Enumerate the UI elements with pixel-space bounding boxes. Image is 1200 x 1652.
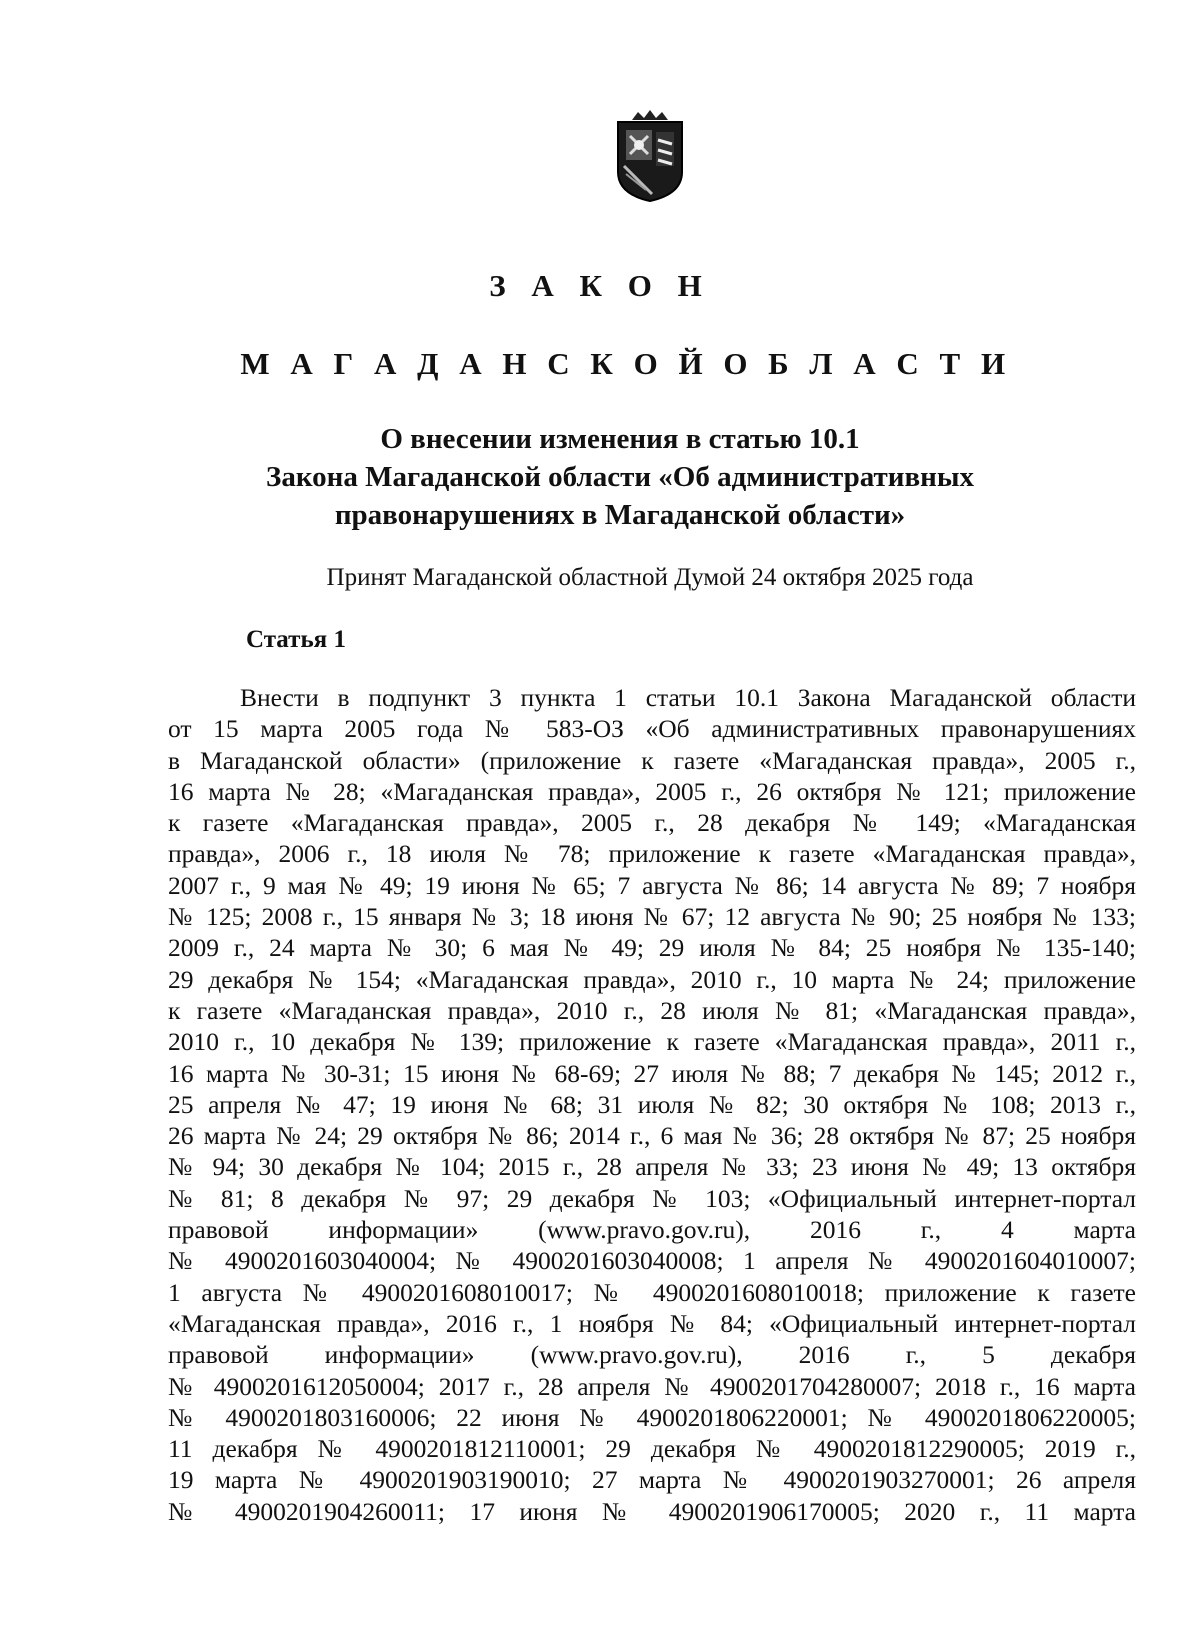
coat-of-arms-icon bbox=[612, 110, 688, 202]
article-line: 29 декабря № 154; «Магаданская правда», 2010 г., 10 марта № 24; приложение bbox=[168, 964, 1136, 994]
coat-of-arms-graphic bbox=[612, 110, 688, 202]
article-line: от 15 марта 2005 года № 583-ОЗ «Об административных правонарушениях bbox=[168, 714, 1136, 744]
article-line: к газете «Магаданская правда», 2005 г., 28 декабря № 149; «Магаданская bbox=[168, 808, 1136, 838]
article-line: № 125; 2008 г., 15 января № 3; 18 июня № 67; 12 августа № 90; 25 ноября № 133; bbox=[168, 902, 1136, 932]
article-line: правовой информации» (www.pravo.gov.ru), 2016 г., 5 декабря bbox=[168, 1340, 1136, 1370]
article-line: 16 марта № 28; «Магаданская правда», 2005 г., 26 октября № 121; приложение bbox=[168, 776, 1136, 806]
adoption-note: Принят Магаданской областной Думой 24 октября 2025 года bbox=[326, 564, 974, 591]
article-line: № 4900201803160006; 22 июня № 4900201806220001; № 4900201806220005; bbox=[168, 1402, 1136, 1432]
article-body bbox=[168, 682, 1136, 1527]
article-line: 25 апреля № 47; 19 июня № 68; 31 июля № 82; 30 октября № 108; 2013 г., bbox=[168, 1089, 1136, 1119]
article-line: 19 марта № 4900201903190010; 27 марта № 4900201903270001; 26 апреля bbox=[168, 1465, 1136, 1495]
article-line: Внести в подпункт 3 пункта 1 статьи 10.1 Закона Магаданской области bbox=[240, 683, 1136, 712]
article-line: к газете «Магаданская правда», 2010 г., 28 июля № 81; «Магаданская правда», bbox=[168, 995, 1136, 1025]
article-line: № 94; 30 декабря № 104; 2015 г., 28 апреля № 33; 23 июня № 49; 13 октября bbox=[168, 1152, 1136, 1182]
article-line: № 4900201904260011; 17 июня № 4900201906170005; 2020 г., 11 марта bbox=[168, 1496, 1136, 1526]
article-line: 1 августа № 4900201608010017; № 4900201608010018; приложение к газете bbox=[168, 1277, 1136, 1307]
law-heading: З А К О Н bbox=[489, 268, 711, 303]
law-title-line: правонарушениях в Магаданской области» bbox=[334, 499, 906, 531]
article-line: правовой информации» (www.pravo.gov.ru), 2016 г., 4 марта bbox=[168, 1215, 1136, 1245]
article-line: № 4900201603040004; № 4900201603040008; 1 апреля № 4900201604010007; bbox=[168, 1246, 1136, 1276]
article-line: 11 декабря № 4900201812110001; 29 декабря № 4900201812290005; 2019 г., bbox=[168, 1434, 1136, 1464]
article-line: № 4900201612050004; 2017 г., 28 апреля № 4900201704280007; 2018 г., 16 марта bbox=[168, 1371, 1136, 1401]
article-line: 2009 г., 24 марта № 30; 6 мая № 49; 29 июля № 84; 25 ноября № 135-140; bbox=[168, 933, 1136, 963]
law-title-line: О внесении изменения в статью 10.1 bbox=[380, 423, 860, 455]
article-line: № 81; 8 декабря № 97; 29 декабря № 103; «Официальный интернет-портал bbox=[168, 1183, 1136, 1213]
law-title bbox=[0, 420, 1200, 534]
article-line: в Магаданской области» (приложение к газете «Магаданская правда», 2005 г., bbox=[168, 745, 1136, 775]
law-title-line: Закона Магаданской области «Об административных bbox=[266, 461, 974, 493]
article-line: «Магаданская правда», 2016 г., 1 ноября № 84; «Официальный интернет-портал bbox=[168, 1308, 1136, 1338]
article-line: правда», 2006 г., 18 июля № 78; приложение к газете «Магаданская правда», bbox=[168, 839, 1136, 869]
article-line: 2007 г., 9 мая № 49; 19 июня № 65; 7 августа № 86; 14 августа № 89; 7 ноября bbox=[168, 870, 1136, 900]
article-line: 26 марта № 24; 29 октября № 86; 2014 г., 6 мая № 36; 28 октября № 87; 25 ноября bbox=[168, 1121, 1136, 1151]
region-heading: М А Г А Д А Н С К О Й О Б Л А С Т И bbox=[240, 346, 1012, 381]
article-line: 2010 г., 10 декабря № 139; приложение к газете «Магаданская правда», 2011 г., bbox=[168, 1027, 1136, 1057]
article-line: 16 марта № 30-31; 15 июня № 68-69; 27 июля № 88; 7 декабря № 145; 2012 г., bbox=[168, 1058, 1136, 1088]
article-heading: Статья 1 bbox=[246, 626, 346, 653]
